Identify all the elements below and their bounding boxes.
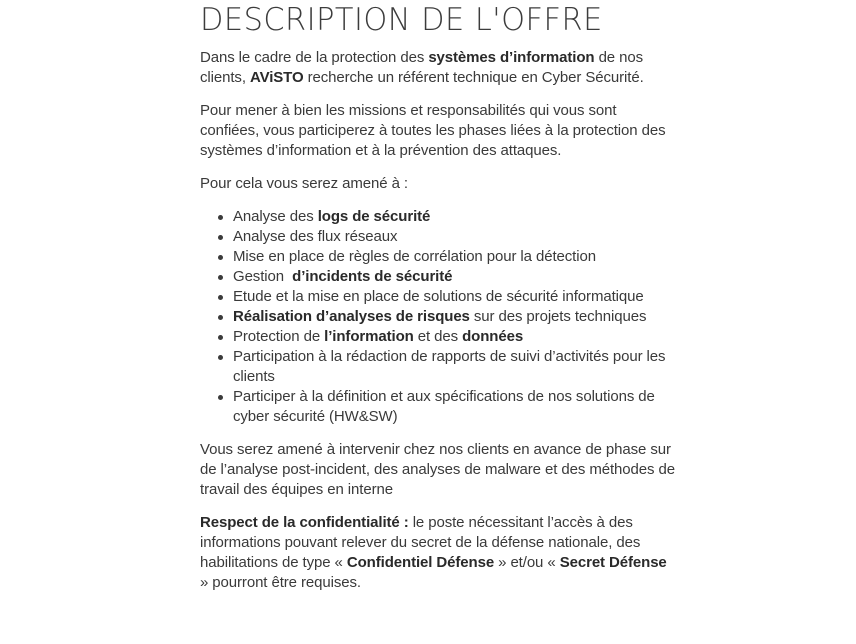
section-title: DESCRIPTION DE L'OFFRE [200,2,603,38]
list-item [233,247,675,267]
item-bold: données [462,328,524,345]
bullet-icon [218,215,223,220]
bullet-icon [218,235,223,240]
company-name: AViSTO [249,69,304,86]
item-text: Participation à la rédaction de rapports de suivi d’activités pour les clients [233,348,666,385]
item-bold: logs de sécurité [317,208,431,225]
intro-text-2: de nos clients, [200,49,644,86]
missions-paragraph: Pour mener à bien les missions et responsabilités qui vous sont confiées, vous participerez à toutes les phases liées à la protection des systèmes d’information et à la prévention des attaques. [200,102,666,159]
item-text: sur des projets techniques [469,308,647,325]
intervention-paragraph: Vous serez amené à intervenir chez nos clients en avance de phase sur de l’analyse post-incident, des analyses de malware et des méthodes de travail des équipes en interne [200,441,675,498]
bullet-icon [218,315,223,320]
item-text: Analyse des [233,208,318,225]
intro-bold-systems: systèmes d’information [428,49,595,66]
list-item [233,327,675,347]
confidentiality-text-3: » pourront être requises. [200,574,361,591]
confidentiality-label: Respect de la confidentialité : [200,514,409,531]
clearance-secret: Secret Défense [559,554,667,571]
list-item [233,227,675,247]
bullet-icon [218,295,223,300]
item-bold: d’incidents de sécurité [292,268,453,285]
item-text: Gestion [233,268,293,285]
list-intro: Pour cela vous serez amené à : [200,175,408,192]
confidentiality-text-1: le poste nécessitant l’accès à des informations pouvant relever du secret de la défense nationale, des habilitations de type « [200,514,641,571]
list-item [233,387,675,427]
intro-text-1: Dans le cadre de la protection des [200,49,429,66]
list-item [233,307,675,327]
bullet-icon [218,255,223,260]
job-description-section [200,0,675,593]
bullet-icon [218,395,223,400]
item-bold: l’information [324,328,414,345]
item-text: Participer à la définition et aux spécifications de nos solutions de cyber sécurité (HW&SW) [233,388,655,425]
intro-text-3: recherche un référent technique en Cyber Sécurité. [303,69,644,86]
item-bold: Réalisation d’analyses de risques [233,308,470,325]
list-item [233,347,675,387]
list-item [233,207,675,227]
item-text: Protection de [233,328,325,345]
confidentiality-paragraph [200,513,675,593]
missions-list [200,207,675,427]
bullet-icon [218,335,223,340]
clearance-confidentiel: Confidentiel Défense [346,554,495,571]
item-text: Mise en place de règles de corrélation pour la détection [233,248,596,265]
intro-paragraph [200,48,675,88]
list-item [233,287,675,307]
list-item [233,267,675,287]
bullet-icon [218,275,223,280]
confidentiality-text-2: » et/ou « [494,554,560,571]
item-text: Etude et la mise en place de solutions de sécurité informatique [233,288,644,305]
item-text: Analyse des flux réseaux [233,228,398,245]
item-text: et des [413,328,463,345]
bullet-icon [218,355,223,360]
